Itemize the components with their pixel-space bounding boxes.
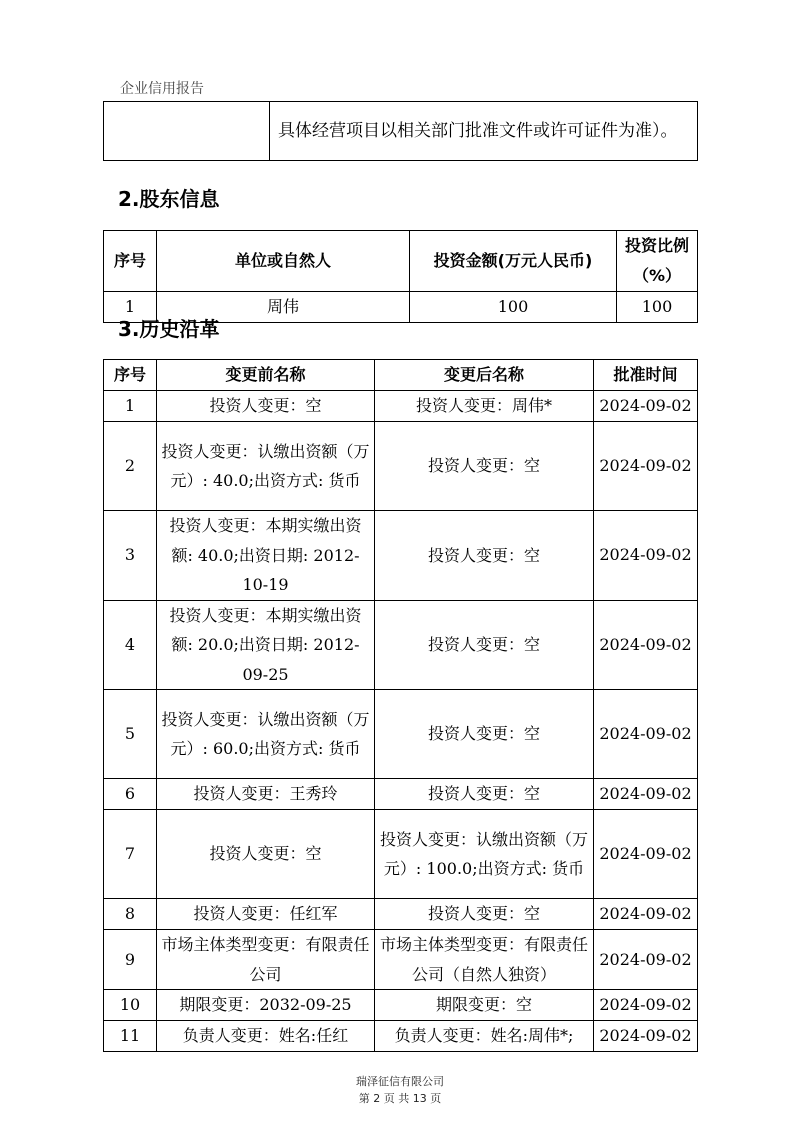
hist-cell-date: 2024-09-02 [594,600,698,690]
sh-cell-no: 1 [104,292,157,323]
hist-cell-before: 投资人变更：王秀玲 [157,779,375,810]
hist-cell-after: 投资人变更：空 [375,422,594,511]
hist-cell-before: 期限变更：2032-09-25 [157,990,375,1021]
hist-cell-date: 2024-09-02 [594,511,698,601]
shareholders-section-title: 2.股东信息 [118,187,220,211]
hist-cell-after: 期限变更：空 [375,990,594,1021]
hist-cell-date: 2024-09-02 [594,1021,698,1052]
hist-cell-after: 投资人变更：空 [375,511,594,601]
footer-page-number: 第 2 页 共 13 页 [358,1092,442,1105]
hist-cell-no: 5 [104,690,157,779]
sh-col-name: 单位或自然人 [157,231,410,292]
hist-cell-after: 负责人变更：姓名:周伟*; [375,1021,594,1052]
table-row [104,810,698,899]
hist-cell-after: 投资人变更：空 [375,600,594,690]
hist-cell-after: 投资人变更：周伟* [375,391,594,422]
table-row [104,600,698,690]
history-table [103,359,698,1052]
hist-cell-date: 2024-09-02 [594,779,698,810]
table-row [104,899,698,930]
sh-col-amount: 投资金额(万元人民币) [410,231,617,292]
hist-cell-before: 投资人变更：空 [157,810,375,899]
hist-cell-no: 3 [104,511,157,601]
hist-col-date: 批准时间 [594,360,698,391]
scope-label-cell [104,102,270,161]
hist-cell-date: 2024-09-02 [594,690,698,779]
table-row [104,422,698,511]
table-row [104,930,698,990]
hist-cell-after: 投资人变更：认缴出资额（万元）: 100.0;出资方式: 货币 [375,810,594,899]
hist-cell-no: 9 [104,930,157,990]
hist-cell-after: 投资人变更：空 [375,899,594,930]
report-header-title: 企业信用报告 [120,81,204,97]
sh-col-ratio: 投资比例（%） [617,231,698,292]
scope-text-cell: 具体经营项目以相关部门批准文件或许可证件为准）。 [270,102,698,161]
hist-cell-before: 投资人变更：认缴出资额（万元）: 40.0;出资方式: 货币 [157,422,375,511]
hist-cell-date: 2024-09-02 [594,810,698,899]
hist-cell-before: 投资人变更：认缴出资额（万元）: 60.0;出资方式: 货币 [157,690,375,779]
history-section-title: 3.历史沿革 [118,317,220,341]
hist-cell-no: 7 [104,810,157,899]
business-scope-table [103,101,698,161]
hist-cell-no: 6 [104,779,157,810]
table-row [104,391,698,422]
table-row [104,1021,698,1052]
sh-cell-amount: 100 [410,292,617,323]
hist-cell-date: 2024-09-02 [594,422,698,511]
hist-cell-date: 2024-09-02 [594,990,698,1021]
sh-cell-ratio: 100 [617,292,698,323]
table-row [104,511,698,601]
hist-cell-before: 投资人变更：本期实缴出资额: 20.0;出资日期: 2012-09-25 [157,600,375,690]
hist-cell-no: 11 [104,1021,157,1052]
hist-cell-date: 2024-09-02 [594,930,698,990]
hist-cell-before: 市场主体类型变更：有限责任公司 [157,930,375,990]
hist-cell-before: 投资人变更：空 [157,391,375,422]
table-row [104,990,698,1021]
hist-cell-date: 2024-09-02 [594,899,698,930]
footer-company: 瑞泽征信有限公司 [356,1075,444,1088]
hist-cell-no: 10 [104,990,157,1021]
hist-col-before: 变更前名称 [157,360,375,391]
hist-cell-after: 投资人变更：空 [375,690,594,779]
hist-cell-after: 投资人变更：空 [375,779,594,810]
hist-cell-before: 投资人变更：本期实缴出资额: 40.0;出资日期: 2012-10-19 [157,511,375,601]
table-row [104,690,698,779]
table-row [104,779,698,810]
hist-col-after: 变更后名称 [375,360,594,391]
hist-col-no: 序号 [104,360,157,391]
hist-cell-no: 4 [104,600,157,690]
sh-cell-name: 周伟 [157,292,410,323]
hist-cell-no: 1 [104,391,157,422]
sh-col-no: 序号 [104,231,157,292]
shareholders-table [103,230,698,323]
hist-cell-before: 负责人变更：姓名:任红 [157,1021,375,1052]
hist-cell-no: 8 [104,899,157,930]
hist-cell-no: 2 [104,422,157,511]
hist-cell-after: 市场主体类型变更：有限责任公司（自然人独资） [375,930,594,990]
hist-cell-date: 2024-09-02 [594,391,698,422]
hist-cell-before: 投资人变更：任红军 [157,899,375,930]
